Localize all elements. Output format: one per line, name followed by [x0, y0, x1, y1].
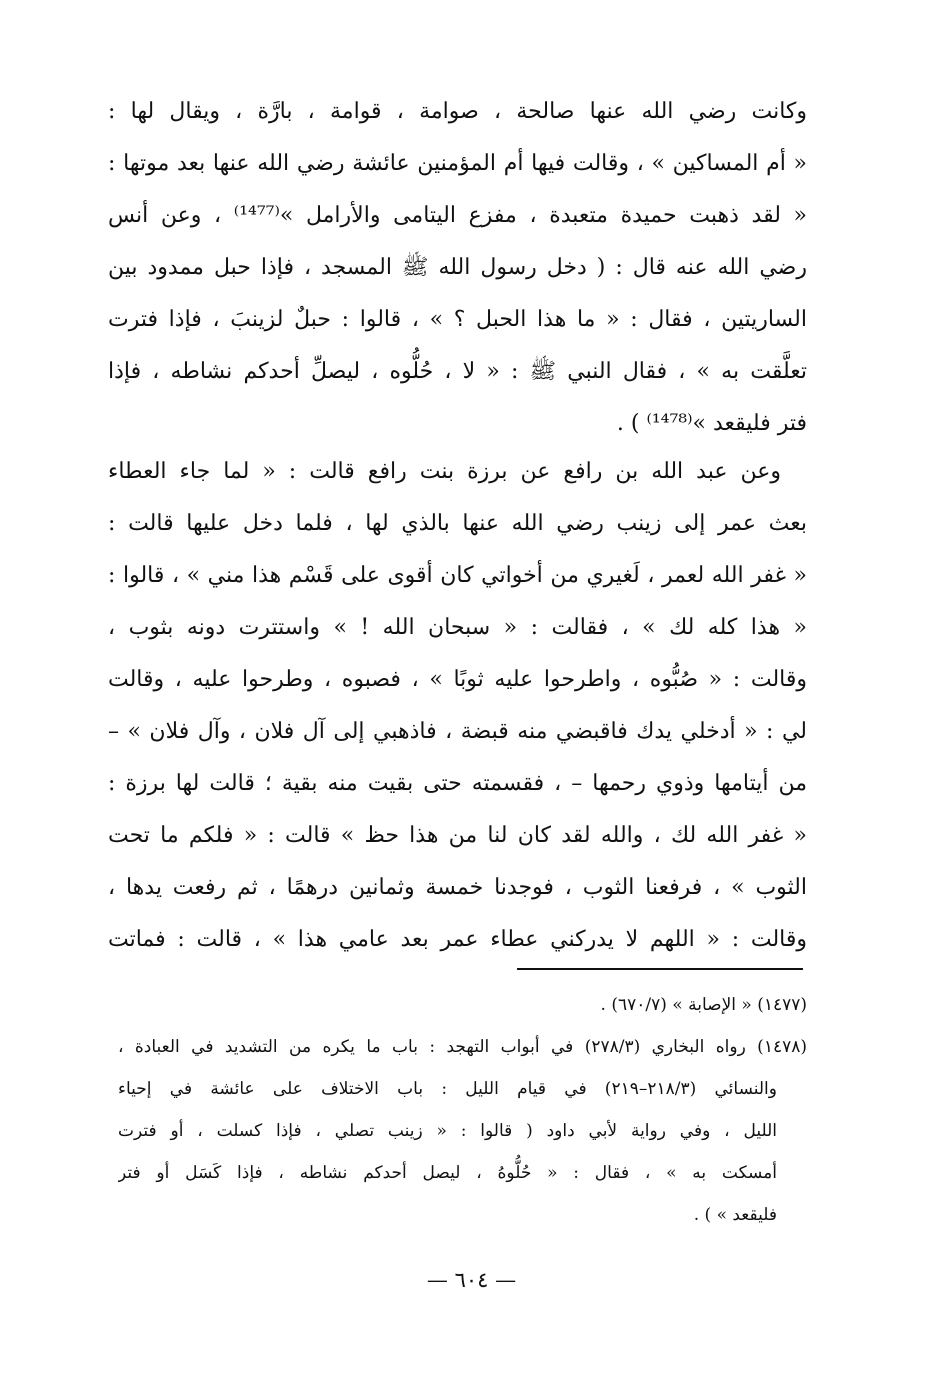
- footnote-line: والنسائي (٢١٨/٣–٢١٩) في قيام الليل : باب الاختلاف على عائشة في إحياء: [118, 1079, 777, 1099]
- paragraph-1: [108, 86, 807, 450]
- footnotes: [118, 984, 807, 1236]
- page-number: — ٦٠٤ —: [426, 1268, 517, 1292]
- text-line: الثوب » ، فرفعنا الثوب ، فوجدنا خمسة وثمانين درهمًا ، ثم رفعت يدها ،: [108, 875, 807, 900]
- text-line: وعن عبد الله بن رافع عن برزة بنت رافع قالت : « لما جاء العطاء: [108, 459, 781, 484]
- footnote-divider: [517, 968, 803, 970]
- text-line: « هذا كله لك » ، فقالت : « سبحان الله ! » واستترت دونه بثوب ،: [108, 615, 807, 640]
- text-line: لي : « أدخلي يدك فاقبضي منه قبضة ، فاذهبي إلى آل فلان ، وآل فلان » –: [108, 719, 807, 744]
- text-line: بعث عمر إلى زينب رضي الله عنها بالذي لها ، فلما دخل عليها قالت :: [108, 511, 807, 536]
- footnote-line: الليل ، وفي رواية لأبي داود ( قالوا : « زينب تصلي ، فإذا كسلت ، أو فترت: [118, 1121, 777, 1141]
- text-line: « لقد ذهبت حميدة متعبدة ، مفزع اليتامى والأرامل »⁽¹⁴⁷⁷⁾ ، وعن أنس: [108, 203, 807, 228]
- text-line: « أم المساكين » ، وقالت فيها أم المؤمنين عائشة رضي الله عنها بعد موتها :: [108, 151, 807, 176]
- text-line: تعلَّقت به » ، فقال النبي ﷺ : « لا ، حُلُّوه ، ليصلِّ أحدكم نشاطه ، فإذا: [108, 359, 807, 384]
- text-line: الساريتين ، فقال : « ما هذا الحبل ؟ » ، قالوا : حبلٌ لزينبَ ، فإذا فترت: [108, 307, 807, 332]
- footnote-line: أمسكت به » ، فقال : « حُلُّوهُ ، ليصل أحدكم نشاطه ، فإذا كَسَل أو فتر: [118, 1163, 777, 1183]
- text-line: رضي الله عنه قال : ( دخل رسول الله ﷺ المسجد ، فإذا حبل ممدود بين: [108, 255, 807, 280]
- footnote-line: فليقعد » ) .: [693, 1205, 777, 1225]
- text-line: من أيتامها وذوي رحمها – ، فقسمته حتى بقيت منه بقية ؛ قالت لها برزة :: [108, 771, 807, 796]
- text-line: « غفر الله لك ، والله لقد كان لنا من هذا حظ » قالت : « فلكم ما تحت: [108, 823, 807, 848]
- text-line: وقالت : « اللهم لا يدركني عطاء عمر بعد عامي هذا » ، قالت : فماتت: [108, 927, 807, 952]
- footnote-1477: (١٤٧٧) « الإصابة » (٦٧٠/٧) .: [600, 995, 807, 1015]
- text-line: وكانت رضي الله عنها صالحة ، صوامة ، قوامة ، بارَّة ، ويقال لها :: [108, 99, 807, 124]
- text-line: « غفر الله لعمر ، لَغيري من أخواتي كان أقوى على قَسْم هذا مني » ، قالوا :: [108, 563, 807, 588]
- paragraph-2: [108, 446, 807, 966]
- text-line: فتر فليقعد »⁽¹⁴⁷⁸⁾ ) .: [616, 411, 807, 436]
- text-line: وقالت : « صُبُّوه ، واطرحوا عليه ثوبًا » ، فصبوه ، وطرحوا عليه ، وقالت: [108, 667, 807, 692]
- footnote-1478: (١٤٧٨) رواه البخاري (٢٧٨/٣) في أبواب التهجد : باب ما يكره من التشديد في العبادة ،: [118, 1037, 807, 1057]
